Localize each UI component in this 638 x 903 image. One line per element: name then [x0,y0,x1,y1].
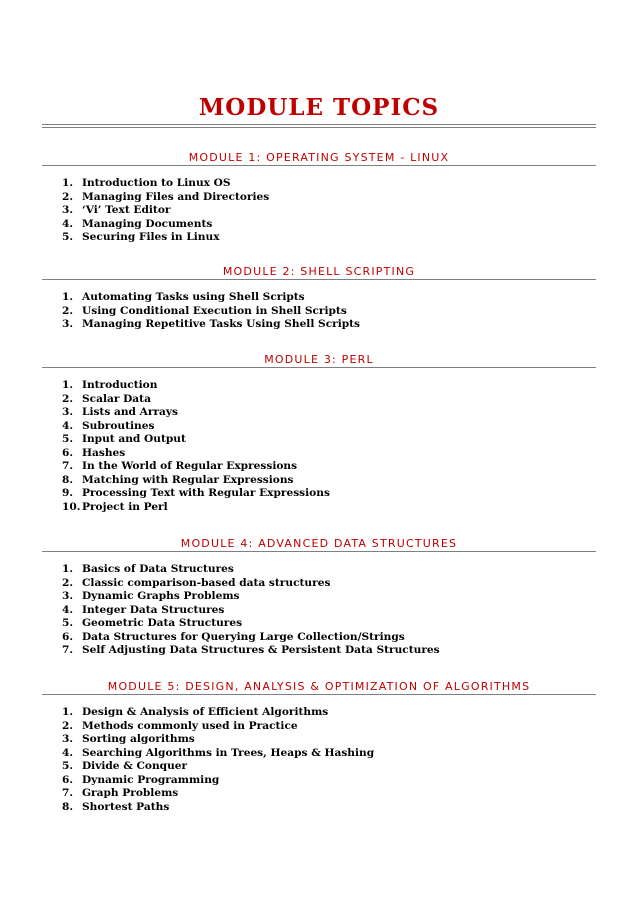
topic-number: 2. [62,719,74,732]
topic-text: Graph Problems [82,787,179,799]
topic-text: Project in Perl [82,500,168,513]
topic-text: Managing Files and Directories [82,190,270,203]
topic-text: Shortest Paths [82,800,170,813]
topic-text: Hashes [82,446,126,459]
topic-number: 7. [62,787,74,799]
topic-item [42,774,596,788]
topic-item [42,191,596,205]
topic-text: Sorting algorithms [82,733,195,745]
topic-item [42,393,596,407]
page-title: MODULE TOPICS [198,94,440,121]
topic-item [42,231,596,245]
topic-item [42,644,596,658]
topic-number: 3. [62,590,74,602]
topic-number: 8. [62,800,74,813]
topic-text: Managing Documents [82,217,213,230]
topic-text: Methods commonly used in Practice [82,719,298,732]
topic-number: 4. [62,603,74,616]
module-heading: MODULE 2: SHELL SCRIPTING [222,265,416,278]
topic-number: 6. [62,446,74,459]
module-2-section [42,264,596,332]
topic-list [42,291,596,332]
topic-text: Subroutines [82,419,155,432]
topic-number: 2. [62,190,74,203]
topic-item [42,733,596,747]
topic-number: 1. [62,291,74,303]
topic-text: Dynamic Programming [82,773,220,786]
topic-item [42,577,596,591]
topic-text: Matching with Regular Expressions [82,473,294,486]
topic-number: 1. [62,563,74,575]
topic-number: 2. [62,392,74,405]
topic-list [42,563,596,658]
topic-list [42,706,596,814]
topic-item [42,747,596,761]
topic-text: Introduction [82,379,158,391]
module-divider [42,165,596,166]
topic-number: 7. [62,644,74,656]
topic-item [42,760,596,774]
topic-item [42,801,596,815]
topic-item [42,177,596,191]
topic-text: Dynamic Graphs Problems [82,590,240,602]
topic-item [42,433,596,447]
module-5-section [42,679,596,814]
module-3-section [42,352,596,514]
topic-text: Divide & Conquer [82,760,188,772]
topic-number: 7. [62,460,74,472]
topic-number: 2. [62,576,74,589]
module-divider [42,551,596,552]
topic-item [42,447,596,461]
topic-number: 6. [62,773,74,786]
topic-number: 4. [62,217,74,230]
module-divider [42,367,596,368]
module-heading: MODULE 5: DESIGN, ANALYSIS & OPTIMIZATION OF ALGORITHMS [107,680,531,693]
topic-item [42,487,596,501]
topic-item [42,204,596,218]
topic-number: 6. [62,630,74,643]
topic-item [42,291,596,305]
module-1-section [42,150,596,245]
topic-number: 1. [62,177,74,189]
topic-number: 1. [62,379,74,391]
topic-text: Processing Text with Regular Expressions [82,487,330,499]
module-divider [42,694,596,695]
title-divider [42,124,596,128]
topic-number: 3. [62,733,74,745]
topic-number: 4. [62,746,74,759]
topic-number: 3. [62,406,74,418]
topic-text: Design & Analysis of Efficient Algorithms [82,706,329,718]
topic-text: Lists and Arrays [82,406,179,418]
topic-text: Geometric Data Structures [82,617,243,629]
topic-number: 5. [62,231,74,243]
topic-text: Classic comparison-based data structures [82,576,331,589]
topic-text: Data Structures for Querying Large Collection/Strings [82,630,405,643]
topic-number: 10. [62,500,81,513]
topic-list [42,379,596,514]
topic-number: 5. [62,433,74,445]
module-heading: MODULE 3: PERL [264,353,374,366]
topic-text: Self Adjusting Data Structures & Persistent Data Structures [82,644,440,656]
topic-item [42,720,596,734]
module-4-section [42,536,596,658]
topic-item [42,305,596,319]
topic-text: Integer Data Structures [82,603,225,616]
topic-text: Using Conditional Execution in Shell Scripts [82,304,347,317]
module-heading: MODULE 1: OPERATING SYSTEM - LINUX [188,151,450,164]
topic-number: 3. [62,318,74,330]
topic-text: Managing Repetitive Tasks Using Shell Scripts [82,318,361,330]
topic-text: Input and Output [82,433,186,445]
topic-text: Scalar Data [82,392,151,405]
topic-text: ‘Vi’ Text Editor [82,204,171,216]
topic-item [42,617,596,631]
topic-item [42,563,596,577]
topic-item [42,318,596,332]
topic-text: Automating Tasks using Shell Scripts [82,291,305,303]
topic-list [42,177,596,245]
topic-number: 4. [62,419,74,432]
topic-item [42,474,596,488]
topic-item [42,460,596,474]
module-divider [42,279,596,280]
topic-text: In the World of Regular Expressions [82,460,298,472]
topic-item [42,706,596,720]
topic-text: Searching Algorithms in Trees, Heaps & Hashing [82,746,375,759]
topic-text: Basics of Data Structures [82,563,234,575]
topic-item [42,218,596,232]
topic-item [42,604,596,618]
topic-item [42,631,596,645]
topic-number: 5. [62,760,74,772]
topic-number: 9. [62,487,74,499]
topic-item [42,501,596,515]
topic-number: 2. [62,304,74,317]
topic-number: 8. [62,473,74,486]
topic-text: Introduction to Linux OS [82,177,231,189]
topic-number: 5. [62,617,74,629]
topic-item [42,787,596,801]
topic-text: Securing Files in Linux [82,231,220,243]
topic-item [42,379,596,393]
topic-item [42,406,596,420]
topic-item [42,590,596,604]
module-heading: MODULE 4: ADVANCED DATA STRUCTURES [180,537,458,550]
topic-number: 3. [62,204,74,216]
topic-item [42,420,596,434]
topic-number: 1. [62,706,74,718]
